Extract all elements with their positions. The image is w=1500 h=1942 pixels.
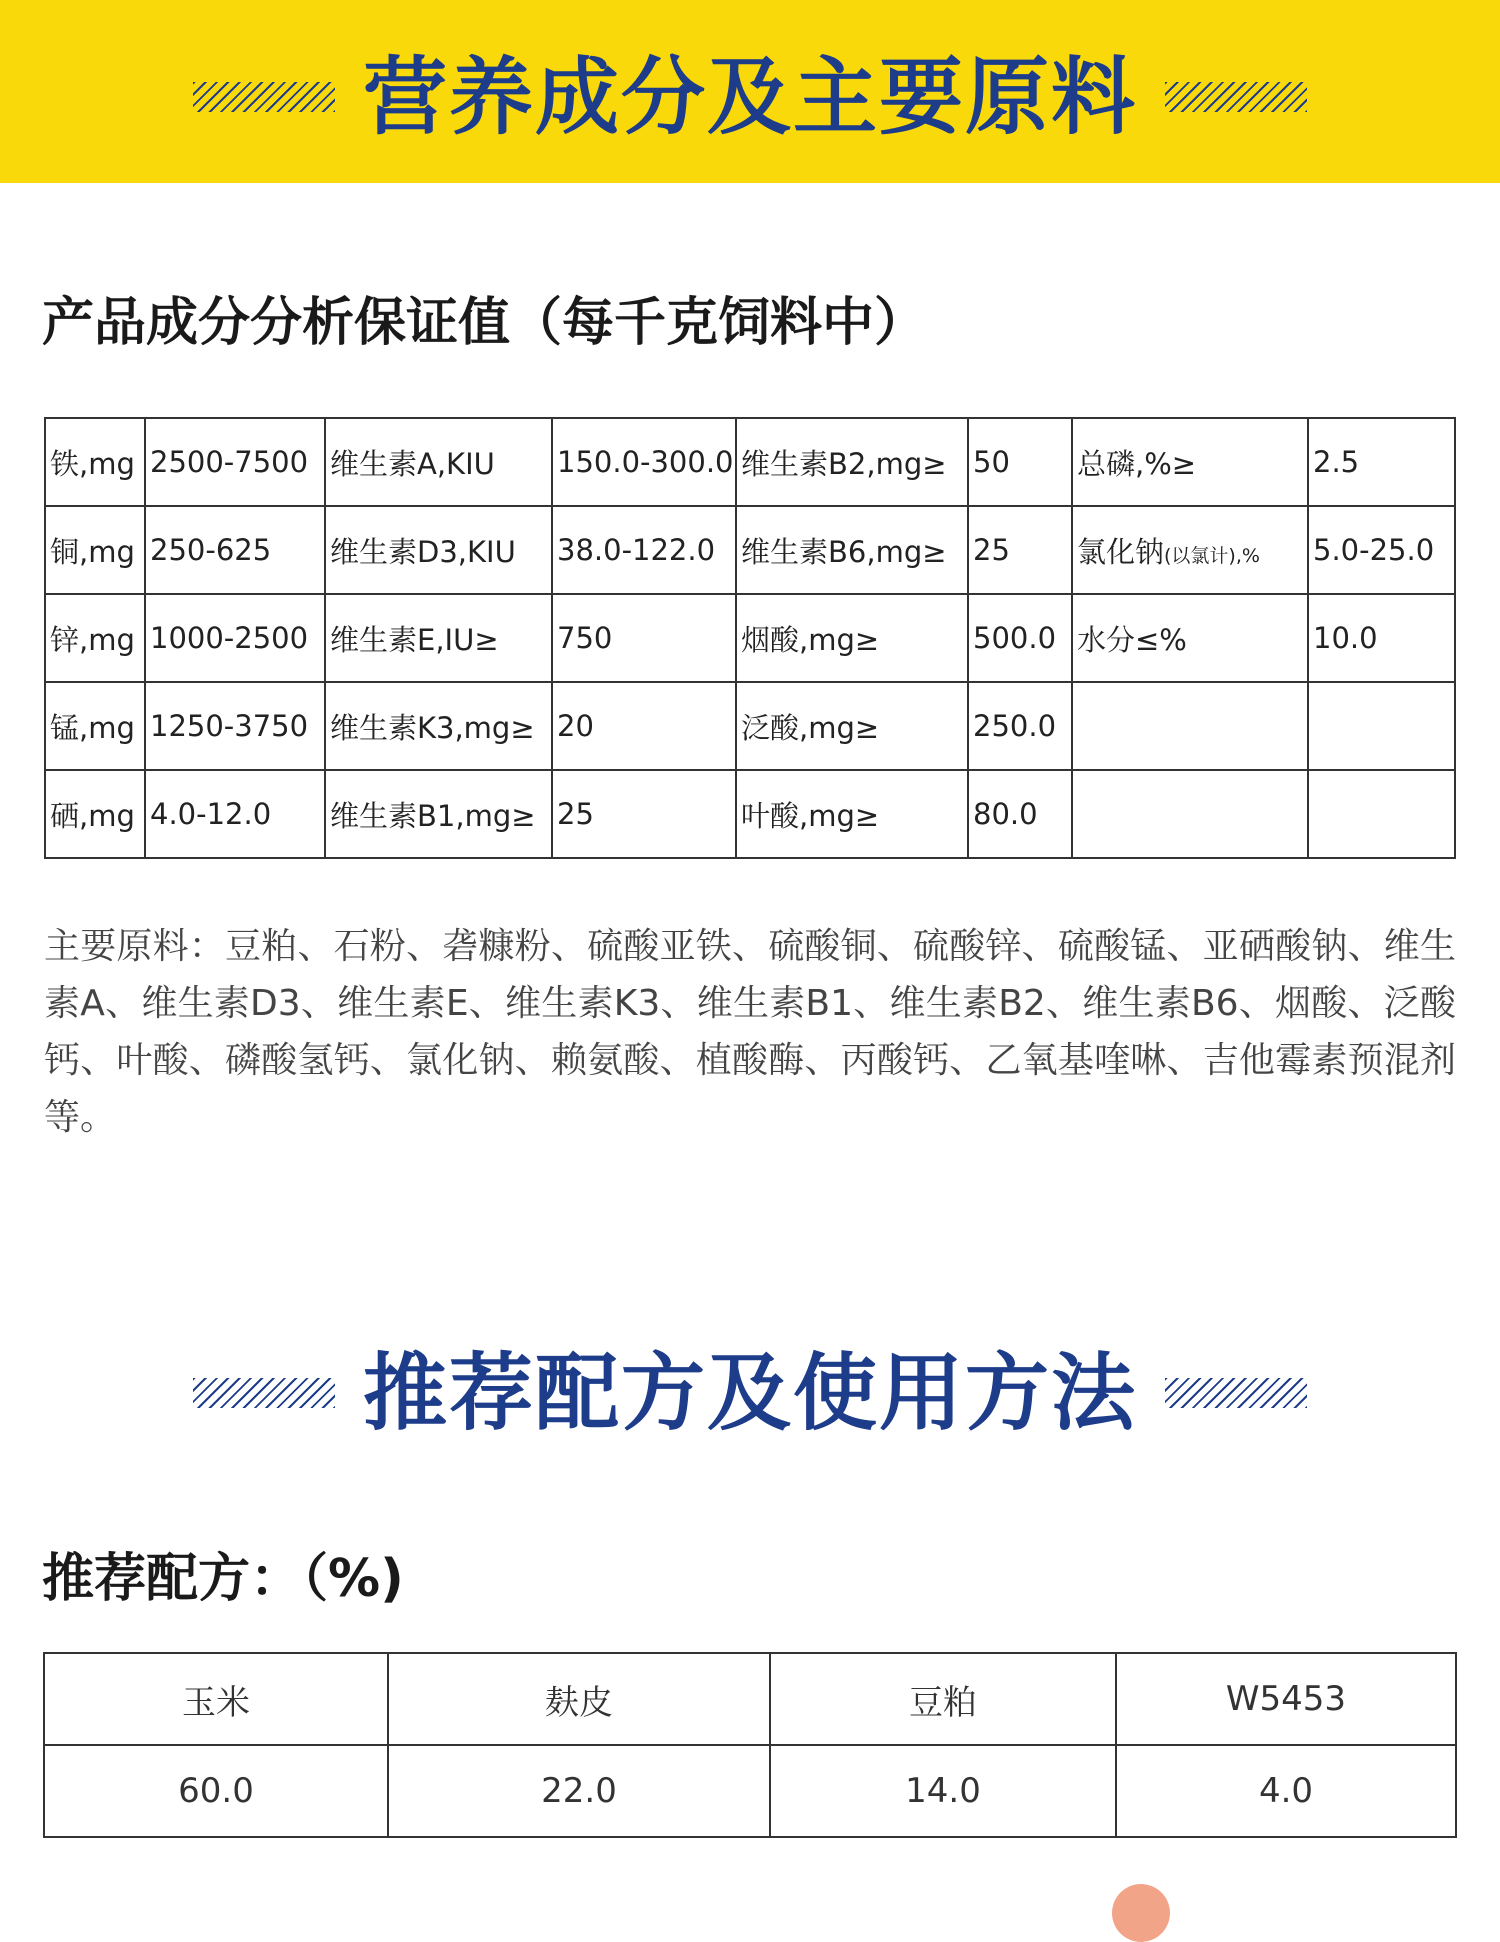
table-row	[45, 770, 1455, 858]
table-cell: 锰,mg	[45, 682, 145, 770]
hatch-decoration-right	[1165, 82, 1307, 112]
table-cell: 50	[968, 418, 1072, 506]
table-cell: 硒,mg	[45, 770, 145, 858]
table-cell: 150.0-300.0	[552, 418, 736, 506]
table-cell: 叶酸,mg≥	[736, 770, 968, 858]
hatch-decoration-left	[193, 82, 335, 112]
table-header-cell: 麸皮	[388, 1653, 770, 1745]
table-row	[45, 682, 1455, 770]
table-cell-nacl	[1072, 506, 1308, 594]
table-header-cell: 玉米	[44, 1653, 388, 1745]
table-cell: 10.0	[1308, 594, 1455, 682]
table-cell: 500.0	[968, 594, 1072, 682]
table-cell: 总磷,%≥	[1072, 418, 1308, 506]
table-cell: 1250-3750	[145, 682, 325, 770]
table-header-cell: 豆粕	[770, 1653, 1116, 1745]
guarantee-title: 产品成分分析保证值（每千克饲料中）	[42, 293, 927, 353]
table-cell: 烟酸,mg≥	[736, 594, 968, 682]
table-cell: 维生素K3,mg≥	[325, 682, 552, 770]
table-row	[44, 1745, 1456, 1837]
table-cell: 锌,mg	[45, 594, 145, 682]
table-cell	[1072, 770, 1308, 858]
table-cell: 38.0-122.0	[552, 506, 736, 594]
table-cell: 2.5	[1308, 418, 1455, 506]
table-cell: 维生素D3,KIU	[325, 506, 552, 594]
raw-materials-text: 主要原料：豆粕、石粉、砻糠粉、硫酸亚铁、硫酸铜、硫酸锌、硫酸锰、亚硒酸钠、维生素A、维生素D3、维生素E、维生素K3、维生素B1、维生素B2、维生素B6、烟酸、泛酸钙、叶酸、磷酸氢钙、氯化钠、赖氨酸、植酸酶、丙酸钙、乙氧基喹啉、吉他霉素预混剂等。	[44, 926, 1456, 1138]
table-cell: 4.0	[1116, 1745, 1456, 1837]
table-cell	[1072, 682, 1308, 770]
table-cell: 水分≤%	[1072, 594, 1308, 682]
table-cell: 2500-7500	[145, 418, 325, 506]
table-row	[45, 506, 1455, 594]
nacl-unit: (以氯计),%	[1164, 544, 1260, 567]
section-heading-nutrition	[0, 48, 1500, 147]
section-title: 营养成分及主要原料	[362, 48, 1137, 147]
nacl-label: 氯化钠	[1077, 534, 1165, 569]
table-cell: 1000-2500	[145, 594, 325, 682]
table-cell: 铜,mg	[45, 506, 145, 594]
table-cell: 维生素A,KIU	[325, 418, 552, 506]
table-cell: 22.0	[388, 1745, 770, 1837]
table-cell: 25	[968, 506, 1072, 594]
table-cell: 20	[552, 682, 736, 770]
table-cell	[1308, 770, 1455, 858]
table-cell: 80.0	[968, 770, 1072, 858]
section-heading-usage	[0, 1344, 1500, 1443]
table-cell: 4.0-12.0	[145, 770, 325, 858]
guarantee-table	[44, 417, 1456, 859]
section-title: 推荐配方及使用方法	[362, 1344, 1137, 1443]
table-cell: 14.0	[770, 1745, 1116, 1837]
table-cell: 750	[552, 594, 736, 682]
formula-table	[43, 1652, 1457, 1838]
table-cell: 250.0	[968, 682, 1072, 770]
table-cell: 250-625	[145, 506, 325, 594]
hatch-decoration-right	[1165, 1378, 1307, 1408]
table-cell: 铁,mg	[45, 418, 145, 506]
table-cell	[1308, 682, 1455, 770]
table-header-row	[44, 1653, 1456, 1745]
table-row	[45, 418, 1455, 506]
decorative-circle-icon	[1112, 1884, 1170, 1942]
table-row	[45, 594, 1455, 682]
table-cell: 维生素E,IU≥	[325, 594, 552, 682]
table-cell: 维生素B2,mg≥	[736, 418, 968, 506]
table-cell: 维生素B1,mg≥	[325, 770, 552, 858]
table-cell: 泛酸,mg≥	[736, 682, 968, 770]
table-cell: 5.0-25.0	[1308, 506, 1455, 594]
hatch-decoration-left	[193, 1378, 335, 1408]
table-cell: 维生素B6,mg≥	[736, 506, 968, 594]
table-cell: 60.0	[44, 1745, 388, 1837]
formula-title: 推荐配方：（%)	[42, 1549, 404, 1609]
table-cell: 25	[552, 770, 736, 858]
table-header-cell: W5453	[1116, 1653, 1456, 1745]
